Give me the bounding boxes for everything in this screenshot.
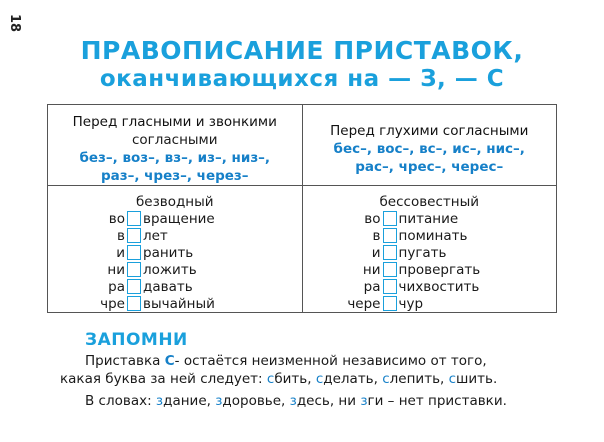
example-word: дание, <box>163 393 216 409</box>
highlight-letter: с <box>315 371 324 387</box>
word-start: в <box>372 227 381 244</box>
exercise-row <box>48 295 302 312</box>
voiceless-prefixes-line2: рас–, чрес–, черес– <box>355 159 504 175</box>
left-header-text2: согласными <box>131 132 218 148</box>
letter-blank-box[interactable] <box>383 279 397 294</box>
word-end: питание <box>398 210 459 227</box>
left-example-word: безводный <box>135 194 214 210</box>
rule-text: Приставка <box>85 353 165 369</box>
word-end: ранить <box>143 244 194 261</box>
remember-heading: ЗАПОМНИ <box>85 330 188 350</box>
rule-line-2 <box>60 370 560 388</box>
word-start: ра <box>108 278 125 295</box>
word-start: в <box>117 227 125 244</box>
word-start: ра <box>363 278 381 295</box>
left-words-cell <box>48 186 303 313</box>
letter-blank-box[interactable] <box>127 279 141 294</box>
word-start: во <box>108 210 125 227</box>
letter-blank-box[interactable] <box>383 245 397 260</box>
exercise-row <box>303 278 557 295</box>
letter-blank-box[interactable] <box>127 228 141 243</box>
exercise-row <box>48 244 302 261</box>
word-end: чихвостить <box>398 278 480 295</box>
letter-blank-box[interactable] <box>383 262 397 277</box>
letter-blank-box[interactable] <box>383 228 397 243</box>
highlight-letter: с <box>266 371 275 387</box>
example-word: бить, <box>274 371 316 387</box>
rule-text: - остаётся неизменной независимо от того, <box>174 353 487 369</box>
word-start: чре <box>100 295 125 312</box>
exercise-row <box>303 244 557 261</box>
example-word: шить. <box>456 371 498 387</box>
right-header-text1: Перед глухими согласными <box>330 123 529 139</box>
word-end: провергать <box>398 261 481 278</box>
exercise-row <box>303 210 557 227</box>
rule-text: какая буква за ней следует: <box>60 371 267 387</box>
rule-text: В словах: <box>85 393 156 409</box>
letter-blank-box[interactable] <box>127 245 141 260</box>
exercise-row <box>303 295 557 312</box>
page-number: 18 <box>7 14 22 33</box>
rule-line-3 <box>85 392 555 410</box>
word-start: во <box>364 210 381 227</box>
voiceless-prefixes-line1: бес–, вос–, вс–, ис–, нис–, <box>333 141 525 157</box>
left-exercise-list <box>48 210 302 312</box>
example-word: делать, <box>323 371 383 387</box>
right-exercise-list <box>303 210 557 312</box>
highlight-letter: з <box>360 393 368 409</box>
highlight-letter: с <box>448 371 457 387</box>
exercise-row <box>48 210 302 227</box>
right-header-cell <box>302 105 557 186</box>
letter-blank-box[interactable] <box>127 211 141 226</box>
voiced-prefixes-line1: без–, воз–, вз–, из–, низ–, <box>79 150 271 166</box>
page-subtitle: оканчивающихся на — З, — С <box>99 66 505 92</box>
left-header-cell <box>48 105 303 186</box>
voiced-prefixes-line2: раз–, чрез–, через– <box>100 168 249 184</box>
word-start: чере <box>347 295 381 312</box>
word-end: вращение <box>143 210 215 227</box>
example-word: десь, ни <box>296 393 361 409</box>
word-end: пугать <box>398 244 447 261</box>
word-start: ни <box>362 261 381 278</box>
letter-blank-box[interactable] <box>127 262 141 277</box>
right-example-word: бессовестный <box>379 194 480 210</box>
exercise-row <box>48 261 302 278</box>
right-words-cell <box>302 186 557 313</box>
letter-blank-box[interactable] <box>383 296 397 311</box>
example-word: доровье, <box>222 393 290 409</box>
highlight-letter: з <box>215 393 223 409</box>
exercise-row <box>48 278 302 295</box>
word-end: давать <box>143 278 193 295</box>
prefix-letter-s: С <box>164 353 175 369</box>
word-end: чур <box>398 295 424 312</box>
highlight-letter: з <box>289 393 297 409</box>
exercise-row <box>303 261 557 278</box>
word-start: и <box>116 244 125 261</box>
page-title: ПРАВОПИСАНИЕ ПРИСТАВОК, <box>80 36 524 65</box>
letter-blank-box[interactable] <box>383 211 397 226</box>
example-word: лепить, <box>389 371 449 387</box>
highlight-letter: з <box>155 393 164 409</box>
highlight-letter: с <box>382 371 390 387</box>
prefix-rules-table <box>47 104 557 313</box>
word-end: поминать <box>398 227 468 244</box>
example-word: ги – нет приставки. <box>367 393 507 409</box>
exercise-row <box>303 227 557 244</box>
word-end: вычайный <box>143 295 215 312</box>
word-start: ни <box>107 261 125 278</box>
rule-line-1 <box>85 352 555 370</box>
word-end: ложить <box>143 261 197 278</box>
left-header-text1: Перед гласными и звонкими <box>72 114 277 130</box>
exercise-row <box>48 227 302 244</box>
word-end: лет <box>143 227 168 244</box>
word-start: и <box>371 244 381 261</box>
letter-blank-box[interactable] <box>127 296 141 311</box>
